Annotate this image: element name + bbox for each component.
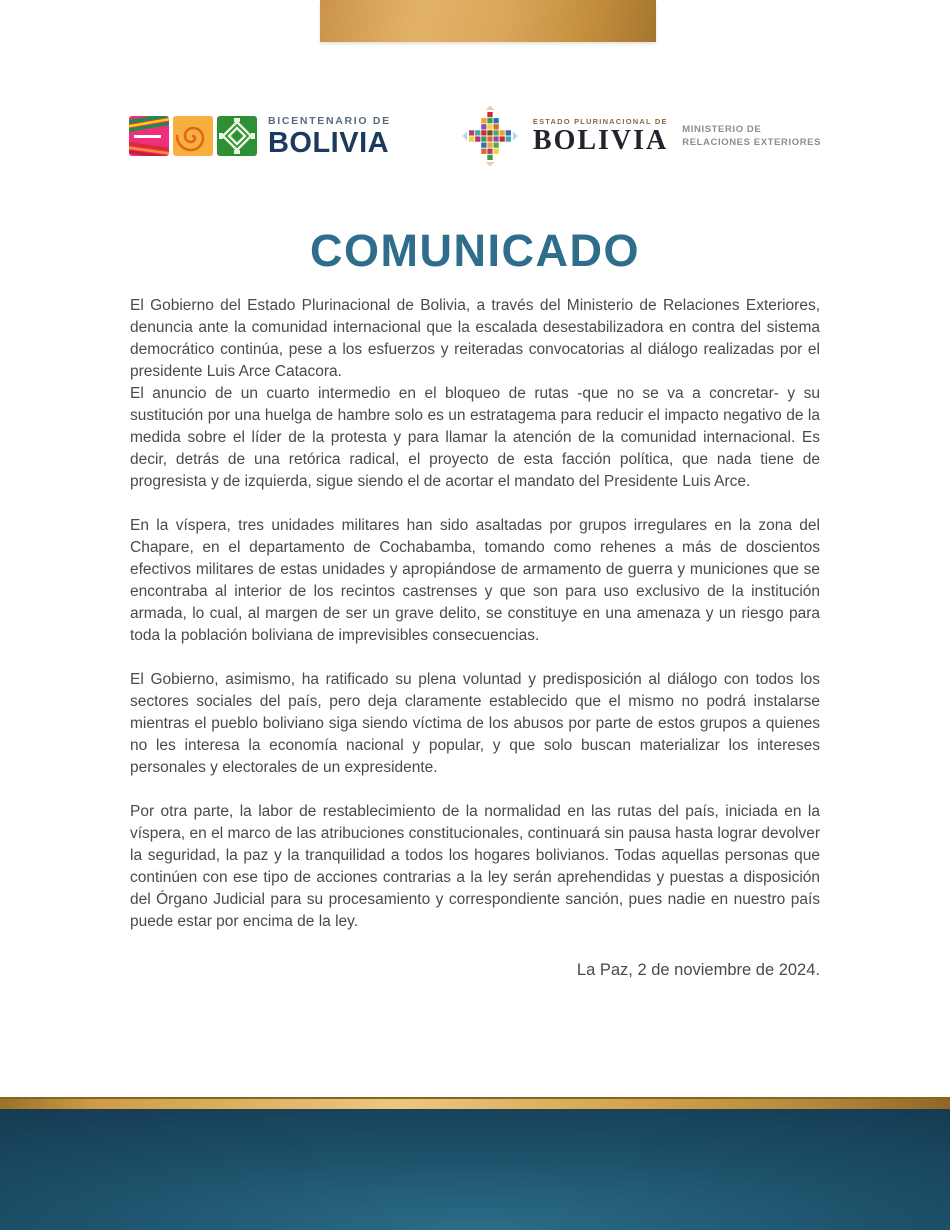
chakana-mosaic-icon (461, 103, 519, 169)
communique-body (130, 295, 820, 933)
paragraph-4: El Gobierno, asimismo, ha ratificado su plena voluntad y predisposición al diálogo con todos los sectores sociales del país, pero deja claramente establecido que el mismo no podrá instalarse mientras el pueblo boliviano siga siendo víctima de los abusos por parte de estos grupos a quienes no les interesa la economía nacional y popular, y que solo buscan materializar los intereses personales y electorales de un expresidente. (130, 671, 820, 776)
bicentenario-stripes-icon (129, 116, 169, 156)
footer-gold-strip (0, 1097, 950, 1109)
footer-teal-band (0, 1109, 950, 1230)
bicentenario-small-label: BICENTENARIO DE (267, 114, 391, 127)
paragraph-block (130, 669, 820, 779)
paragraph-5: Por otra parte, la labor de restablecimiento de la normalidad en las rutas del país, iniciada en la víspera, en el marco de las atribuciones constitucionales, continuará sin pausa hasta lograr devolver la seguridad, la paz y la tranquilidad a todos los hogares bolivianos. Todas aquellas personas que continúen con ese tipo de acciones contrarias a la ley serán aprehendidas y puestas a disposición del Órgano Judicial para su procesamiento y correspondiente sanción, pues nadie en nuestro país puede estar por encima de la ley. (130, 803, 820, 930)
bicentenario-big-label: BOLIVIA (267, 126, 390, 159)
estado-wordmark (533, 117, 668, 155)
logos-row (0, 100, 950, 172)
bicentenario-squares (129, 116, 257, 156)
estado-small-label: ESTADO PLURINACIONAL DE (532, 116, 668, 126)
page-title: COMUNICADO (310, 225, 640, 276)
top-gold-bar (320, 0, 656, 42)
paragraph-block (130, 515, 820, 647)
paragraph-1: El Gobierno del Estado Plurinacional de Bolivia, a través del Ministerio de Relaciones Exteriores, denuncia ante la comunidad internacional que la escalada desestabilizadora en contra del sistema democrático continúa, pese a los esfuerzos y reiteradas convocatorias al diálogo realizadas por el presidente Luis Arce Catacora. (130, 297, 820, 380)
bicentenario-logo (129, 115, 391, 158)
bicentenario-wordmark (268, 115, 391, 158)
footer-decoration (0, 1097, 950, 1230)
paragraph-2: El anuncio de un cuarto intermedio en el bloqueo de rutas -que no se va a concretar- y su sustitución por una huelga de hambre solo es un estratagema para reducir el impacto negativo de la medida sobre el líder de la protesta y para llamar la atención de la comunidad internacional. Es decir, detrás de una retórica radical, el proyecto de esta facción política, que nada tiene de progresista y de izquierda, sigue siendo el de acortar el mandato del Presidente Luis Arce. (130, 385, 820, 490)
paragraph-block (130, 801, 820, 933)
bicentenario-spiral-icon (173, 116, 213, 156)
ministerio-label (682, 123, 821, 150)
ministerio-logo (461, 103, 821, 169)
ministerio-line2: RELACIONES EXTERIORES (682, 137, 822, 148)
estado-big-label: BOLIVIA (532, 124, 669, 156)
bicentenario-chakana-icon (217, 116, 257, 156)
paragraph-3: En la víspera, tres unidades militares han sido asaltadas por grupos irregulares en la zona del Chapare, en el departamento de Cochabamba, tomando como rehenes a más de doscientos efectivos militares de estas unidades y apropiándose de armamento de guerra y municiones que se encontraba al interior de los recintos castrenses y que son para uso exclusivo de la institución armada, lo cual, al margen de ser un grave delito, se constituye en una amenaza y un riesgo para toda la población boliviana de imprevisibles consecuencias. (130, 517, 820, 644)
ministerio-line1: MINISTERIO DE (682, 123, 762, 135)
paragraph-block (130, 295, 820, 493)
dateline: La Paz, 2 de noviembre de 2024. (576, 961, 820, 979)
